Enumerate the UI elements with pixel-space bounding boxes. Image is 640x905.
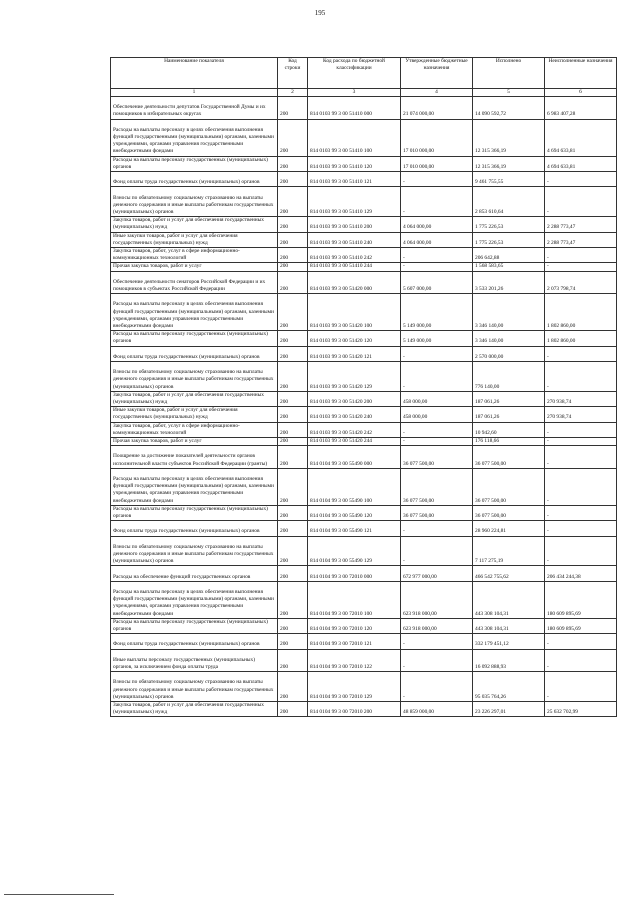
table-row — [111, 438, 617, 446]
row-name: Расходы на выплаты персоналу государственных (муниципальных) органов — [111, 618, 278, 633]
row-name: Закупка товаров, работ, услуг в сфере информационно-коммуникационных технологий — [111, 248, 278, 263]
row-budget-code: 814 0103 99 3 00 51420 121 — [308, 346, 401, 361]
row-unexecuted: 1 802 860,00 — [545, 331, 617, 346]
row-executed: 14 090 592,72 — [473, 97, 545, 120]
row-executed: 2 853 610,64 — [473, 187, 545, 217]
table-row — [111, 468, 617, 505]
row-approved: - — [401, 438, 473, 446]
row-executed: 3 346 140,00 — [473, 331, 545, 346]
row-line-code: 200 — [278, 672, 308, 702]
row-unexecuted: 25 632 702,99 — [545, 701, 617, 716]
row-budget-code: 814 0103 99 3 00 51420 129 — [308, 362, 401, 392]
row-budget-code: 814 0104 99 3 00 72010 120 — [308, 618, 401, 633]
row-line-code: 200 — [278, 521, 308, 536]
row-approved: 623 918 000,00 — [401, 618, 473, 633]
row-line-code: 200 — [278, 391, 308, 406]
row-executed: 36 077 500,00 — [473, 505, 545, 520]
row-approved: - — [401, 521, 473, 536]
row-name: Взносы по обязательному социальному страхованию на выплаты денежного содержания и иные выплаты работникам государственных (муниципальных) органов — [111, 362, 278, 392]
row-name: Расходы на выплаты персоналу в целях обеспечения выполнения функций государственными (муниципальными) органами, казенными учреждениями, органами управления государственными внебюджетными фондами — [111, 468, 278, 505]
header-unexecuted: Неисполненные назначения — [545, 58, 617, 89]
row-unexecuted: 4 694 633,81 — [545, 119, 617, 156]
row-approved: 17 010 000,00 — [401, 119, 473, 156]
row-line-code: 200 — [278, 97, 308, 120]
row-line-code: 200 — [278, 505, 308, 520]
row-line-code: 200 — [278, 536, 308, 566]
row-executed: 10 942,60 — [473, 422, 545, 437]
row-approved: 5 607 000,00 — [401, 271, 473, 294]
row-approved: - — [401, 362, 473, 392]
row-executed: 9 461 755,55 — [473, 172, 545, 187]
table-row — [111, 172, 617, 187]
row-approved: - — [401, 536, 473, 566]
row-unexecuted: - — [545, 438, 617, 446]
row-budget-code: 814 0103 99 3 00 51420 200 — [308, 391, 401, 406]
row-budget-code: 814 0103 99 3 00 51420 100 — [308, 294, 401, 331]
row-name: Закупка товаров, работ и услуг для обеспечения государственных (муниципальных) нужд — [111, 217, 278, 232]
row-unexecuted: - — [545, 521, 617, 536]
row-unexecuted: 206 434 244,38 — [545, 566, 617, 581]
row-budget-code: 814 0103 99 3 00 51420 240 — [308, 407, 401, 422]
header-name: Наименование показателя — [111, 58, 278, 89]
row-approved: - — [401, 346, 473, 361]
row-budget-code: 814 0104 99 3 00 55490 100 — [308, 468, 401, 505]
row-line-code: 200 — [278, 346, 308, 361]
row-line-code: 200 — [278, 263, 308, 271]
row-line-code: 200 — [278, 407, 308, 422]
row-approved: 458 000,00 — [401, 391, 473, 406]
row-approved: 4 064 000,00 — [401, 232, 473, 247]
row-executed: 28 960 224,81 — [473, 521, 545, 536]
row-approved: - — [401, 187, 473, 217]
row-unexecuted: 270 938,74 — [545, 391, 617, 406]
row-line-code: 200 — [278, 634, 308, 649]
row-name: Закупка товаров, работ, услуг в сфере информационно-коммуникационных технологий — [111, 422, 278, 437]
row-executed: 3 346 140,00 — [473, 294, 545, 331]
column-number-row — [111, 89, 617, 97]
row-budget-code: 814 0104 99 3 00 72010 100 — [308, 581, 401, 618]
row-name: Взносы по обязательному социальному страхованию на выплаты денежного содержания и иные выплаты работникам государственных (муниципальных) органов — [111, 672, 278, 702]
row-name: Обеспечение деятельности сенаторов Российской Федерации и их помощников в субъектах Российской Федерации — [111, 271, 278, 294]
row-line-code: 200 — [278, 649, 308, 672]
row-line-code: 200 — [278, 438, 308, 446]
row-line-code: 200 — [278, 701, 308, 716]
row-name: Расходы на обеспечение функций государственных органов — [111, 566, 278, 581]
row-budget-code: 814 0104 99 3 00 55490 120 — [308, 505, 401, 520]
row-name: Обеспечение деятельности депутатов Государственной Думы и их помощников в избирательных округах — [111, 97, 278, 120]
table-row — [111, 672, 617, 702]
row-approved: - — [401, 672, 473, 702]
table-row — [111, 391, 617, 406]
row-name: Иные закупки товаров, работ и услуг для обеспечения государственных (муниципальных) нужд — [111, 232, 278, 247]
row-budget-code: 814 0103 99 3 00 51410 129 — [308, 187, 401, 217]
row-name: Иные закупки товаров, работ и услуг для обеспечения государственных (муниципальных) нужд — [111, 407, 278, 422]
table-row — [111, 263, 617, 271]
table-row — [111, 232, 617, 247]
row-name: Фонд оплаты труда государственных (муниципальных) органов — [111, 346, 278, 361]
table-body — [111, 97, 617, 717]
table-row — [111, 521, 617, 536]
row-executed: 3 533 201,26 — [473, 271, 545, 294]
header-approved: Утвержденные бюджетные назначения — [401, 58, 473, 89]
table-row — [111, 248, 617, 263]
row-executed: 23 226 297,01 — [473, 701, 545, 716]
row-budget-code: 814 0103 99 3 00 51420 000 — [308, 271, 401, 294]
row-approved: 5 149 000,00 — [401, 331, 473, 346]
row-name: Поощрение за достижение показателей деятельности органов исполнительной власти субъектов Российской Федерации (гранты) — [111, 446, 278, 469]
row-unexecuted: 2 288 773,47 — [545, 217, 617, 232]
row-executed: 95 035 764,26 — [473, 672, 545, 702]
row-executed: 206 642,88 — [473, 248, 545, 263]
row-budget-code: 814 0103 99 3 00 51410 000 — [308, 97, 401, 120]
row-unexecuted: - — [545, 446, 617, 469]
row-approved: 4 064 000,00 — [401, 217, 473, 232]
row-name: Закупка товаров, работ и услуг для обеспечения государственных (муниципальных) нужд — [111, 391, 278, 406]
row-budget-code: 814 0103 99 3 00 51410 240 — [308, 232, 401, 247]
header-line-code: Код строки — [278, 58, 308, 89]
row-line-code: 200 — [278, 468, 308, 505]
row-name: Фонд оплаты труда государственных (муниципальных) органов — [111, 172, 278, 187]
row-executed: 1 775 226,53 — [473, 217, 545, 232]
row-executed: 332 179 451,12 — [473, 634, 545, 649]
row-budget-code: 814 0104 99 3 00 72010 000 — [308, 566, 401, 581]
row-line-code: 200 — [278, 446, 308, 469]
row-budget-code: 814 0103 99 3 00 51420 242 — [308, 422, 401, 437]
row-name: Расходы на выплаты персоналу государственных (муниципальных) органов — [111, 505, 278, 520]
row-approved: 36 077 500,00 — [401, 505, 473, 520]
row-unexecuted: 4 694 633,81 — [545, 156, 617, 171]
row-executed: 187 061,26 — [473, 407, 545, 422]
row-line-code: 200 — [278, 187, 308, 217]
row-unexecuted: - — [545, 346, 617, 361]
table-row — [111, 649, 617, 672]
row-approved: 36 077 500,00 — [401, 446, 473, 469]
table-row — [111, 271, 617, 294]
header-row — [111, 58, 617, 89]
row-line-code: 200 — [278, 232, 308, 247]
table-row — [111, 701, 617, 716]
row-unexecuted: - — [545, 505, 617, 520]
row-unexecuted: - — [545, 634, 617, 649]
row-name: Взносы по обязательному социальному страхованию на выплаты денежного содержания и иные выплаты работникам государственных (муниципальных) органов — [111, 536, 278, 566]
row-approved: - — [401, 172, 473, 187]
row-unexecuted: 6 983 407,28 — [545, 97, 617, 120]
row-unexecuted: 2 288 773,47 — [545, 232, 617, 247]
row-unexecuted: 2 073 798,74 — [545, 271, 617, 294]
row-budget-code: 814 0103 99 3 00 51420 120 — [308, 331, 401, 346]
row-name: Фонд оплаты труда государственных (муниципальных) органов — [111, 634, 278, 649]
row-name: Фонд оплаты труда государственных (муниципальных) органов — [111, 521, 278, 536]
table-row — [111, 217, 617, 232]
row-budget-code: 814 0103 99 3 00 51410 121 — [308, 172, 401, 187]
col-num-2: 2 — [278, 89, 308, 97]
footer-divider — [4, 894, 114, 895]
row-unexecuted: - — [545, 649, 617, 672]
row-unexecuted: - — [545, 362, 617, 392]
table-row — [111, 618, 617, 633]
table-row — [111, 187, 617, 217]
row-unexecuted: - — [545, 248, 617, 263]
row-budget-code: 814 0104 99 3 00 72010 121 — [308, 634, 401, 649]
row-budget-code: 814 0104 99 3 00 72010 129 — [308, 672, 401, 702]
row-approved: 48 859 000,00 — [401, 701, 473, 716]
row-approved: 623 918 000,00 — [401, 581, 473, 618]
row-budget-code: 814 0103 99 3 00 51410 200 — [308, 217, 401, 232]
row-line-code: 200 — [278, 618, 308, 633]
row-executed: 443 308 104,31 — [473, 581, 545, 618]
row-line-code: 200 — [278, 217, 308, 232]
table-row — [111, 634, 617, 649]
row-executed: 443 308 104,31 — [473, 618, 545, 633]
row-line-code: 200 — [278, 581, 308, 618]
row-unexecuted: - — [545, 187, 617, 217]
row-name: Взносы по обязательному социальному страхованию на выплаты денежного содержания и иные выплаты работникам государственных (муниципальных) органов — [111, 187, 278, 217]
row-unexecuted: 270 938,74 — [545, 407, 617, 422]
row-name: Прочая закупка товаров, работ и услуг — [111, 438, 278, 446]
row-budget-code: 814 0103 99 3 00 51410 100 — [308, 119, 401, 156]
table-row — [111, 407, 617, 422]
table-row — [111, 346, 617, 361]
row-approved: - — [401, 422, 473, 437]
row-unexecuted: - — [545, 536, 617, 566]
row-approved: 672 977 000,00 — [401, 566, 473, 581]
table-row — [111, 581, 617, 618]
row-executed: 2 570 000,00 — [473, 346, 545, 361]
row-approved: - — [401, 634, 473, 649]
row-line-code: 200 — [278, 362, 308, 392]
budget-execution-table — [110, 57, 617, 717]
row-executed: 187 061,26 — [473, 391, 545, 406]
row-unexecuted: - — [545, 172, 617, 187]
row-approved: - — [401, 649, 473, 672]
col-num-3: 3 — [308, 89, 401, 97]
row-executed: 16 092 888,93 — [473, 649, 545, 672]
row-executed: 36 077 500,00 — [473, 468, 545, 505]
table-row — [111, 422, 617, 437]
col-num-6: 6 — [545, 89, 617, 97]
col-num-4: 4 — [401, 89, 473, 97]
row-unexecuted: 1 802 860,00 — [545, 294, 617, 331]
col-num-1: 1 — [111, 89, 278, 97]
row-executed: 466 542 755,62 — [473, 566, 545, 581]
row-name: Расходы на выплаты персоналу в целях обеспечения выполнения функций государственными (муниципальными) органами, казенными учреждениями, органами управления государственными внебюджетными фондами — [111, 581, 278, 618]
row-name: Иные выплаты персоналу государственных (муниципальных) органов, за исключением фонда оплаты труда — [111, 649, 278, 672]
header-budget-code: Код расхода по бюджетной классификации — [308, 58, 401, 89]
row-unexecuted: - — [545, 672, 617, 702]
row-line-code: 200 — [278, 331, 308, 346]
row-executed: 36 077 500,00 — [473, 446, 545, 469]
table-row — [111, 362, 617, 392]
row-executed: 1 568 583,65 — [473, 263, 545, 271]
row-line-code: 200 — [278, 422, 308, 437]
table-row — [111, 156, 617, 171]
row-executed: 7 117 275,19 — [473, 536, 545, 566]
row-unexecuted: - — [545, 263, 617, 271]
row-budget-code: 814 0104 99 3 00 72010 122 — [308, 649, 401, 672]
row-executed: 12 315 366,19 — [473, 119, 545, 156]
table-row — [111, 331, 617, 346]
table-row — [111, 119, 617, 156]
row-executed: 176 118,66 — [473, 438, 545, 446]
row-line-code: 200 — [278, 271, 308, 294]
row-unexecuted: 180 609 895,69 — [545, 618, 617, 633]
row-name: Расходы на выплаты персоналу в целях обеспечения выполнения функций государственными (муниципальными) органами, казенными учреждениями, органами управления государственными внебюджетными фондами — [111, 119, 278, 156]
col-num-5: 5 — [473, 89, 545, 97]
row-approved: 36 077 500,00 — [401, 468, 473, 505]
row-budget-code: 814 0103 99 3 00 51410 120 — [308, 156, 401, 171]
row-name: Расходы на выплаты персоналу государственных (муниципальных) органов — [111, 331, 278, 346]
row-executed: 1 775 226,53 — [473, 232, 545, 247]
row-line-code: 200 — [278, 248, 308, 263]
table-row — [111, 294, 617, 331]
page-number: 195 — [314, 9, 326, 17]
row-unexecuted: 180 609 895,69 — [545, 581, 617, 618]
row-budget-code: 814 0103 99 3 00 51410 242 — [308, 248, 401, 263]
row-approved: 458 000,00 — [401, 407, 473, 422]
row-budget-code: 814 0103 99 3 00 51410 244 — [308, 263, 401, 271]
row-line-code: 200 — [278, 156, 308, 171]
row-line-code: 200 — [278, 566, 308, 581]
row-budget-code: 814 0103 99 3 00 51420 244 — [308, 438, 401, 446]
table-row — [111, 97, 617, 120]
table-row — [111, 446, 617, 469]
row-name: Расходы на выплаты персоналу государственных (муниципальных) органов — [111, 156, 278, 171]
row-name: Прочая закупка товаров, работ и услуг — [111, 263, 278, 271]
table-row — [111, 566, 617, 581]
table-row — [111, 536, 617, 566]
row-unexecuted: - — [545, 422, 617, 437]
row-executed: 776 140,00 — [473, 362, 545, 392]
row-budget-code: 814 0104 99 3 00 55490 000 — [308, 446, 401, 469]
row-line-code: 200 — [278, 119, 308, 156]
row-approved: 21 074 000,00 — [401, 97, 473, 120]
header-executed: Исполнено — [473, 58, 545, 89]
row-budget-code: 814 0104 99 3 00 55490 129 — [308, 536, 401, 566]
row-executed: 12 315 366,19 — [473, 156, 545, 171]
row-line-code: 200 — [278, 172, 308, 187]
row-approved: 17 010 000,00 — [401, 156, 473, 171]
row-name: Расходы на выплаты персоналу в целях обеспечения выполнения функций государственными (муниципальными) органами, казенными учреждениями, органами управления государственными внебюджетными фондами — [111, 294, 278, 331]
row-line-code: 200 — [278, 294, 308, 331]
row-approved: - — [401, 248, 473, 263]
table-row — [111, 505, 617, 520]
row-budget-code: 814 0104 99 3 00 55490 121 — [308, 521, 401, 536]
row-budget-code: 814 0104 99 3 00 72010 200 — [308, 701, 401, 716]
row-unexecuted: - — [545, 468, 617, 505]
row-name: Закупка товаров, работ и услуг для обеспечения государственных (муниципальных) нужд — [111, 701, 278, 716]
row-approved: 5 149 000,00 — [401, 294, 473, 331]
row-approved: - — [401, 263, 473, 271]
